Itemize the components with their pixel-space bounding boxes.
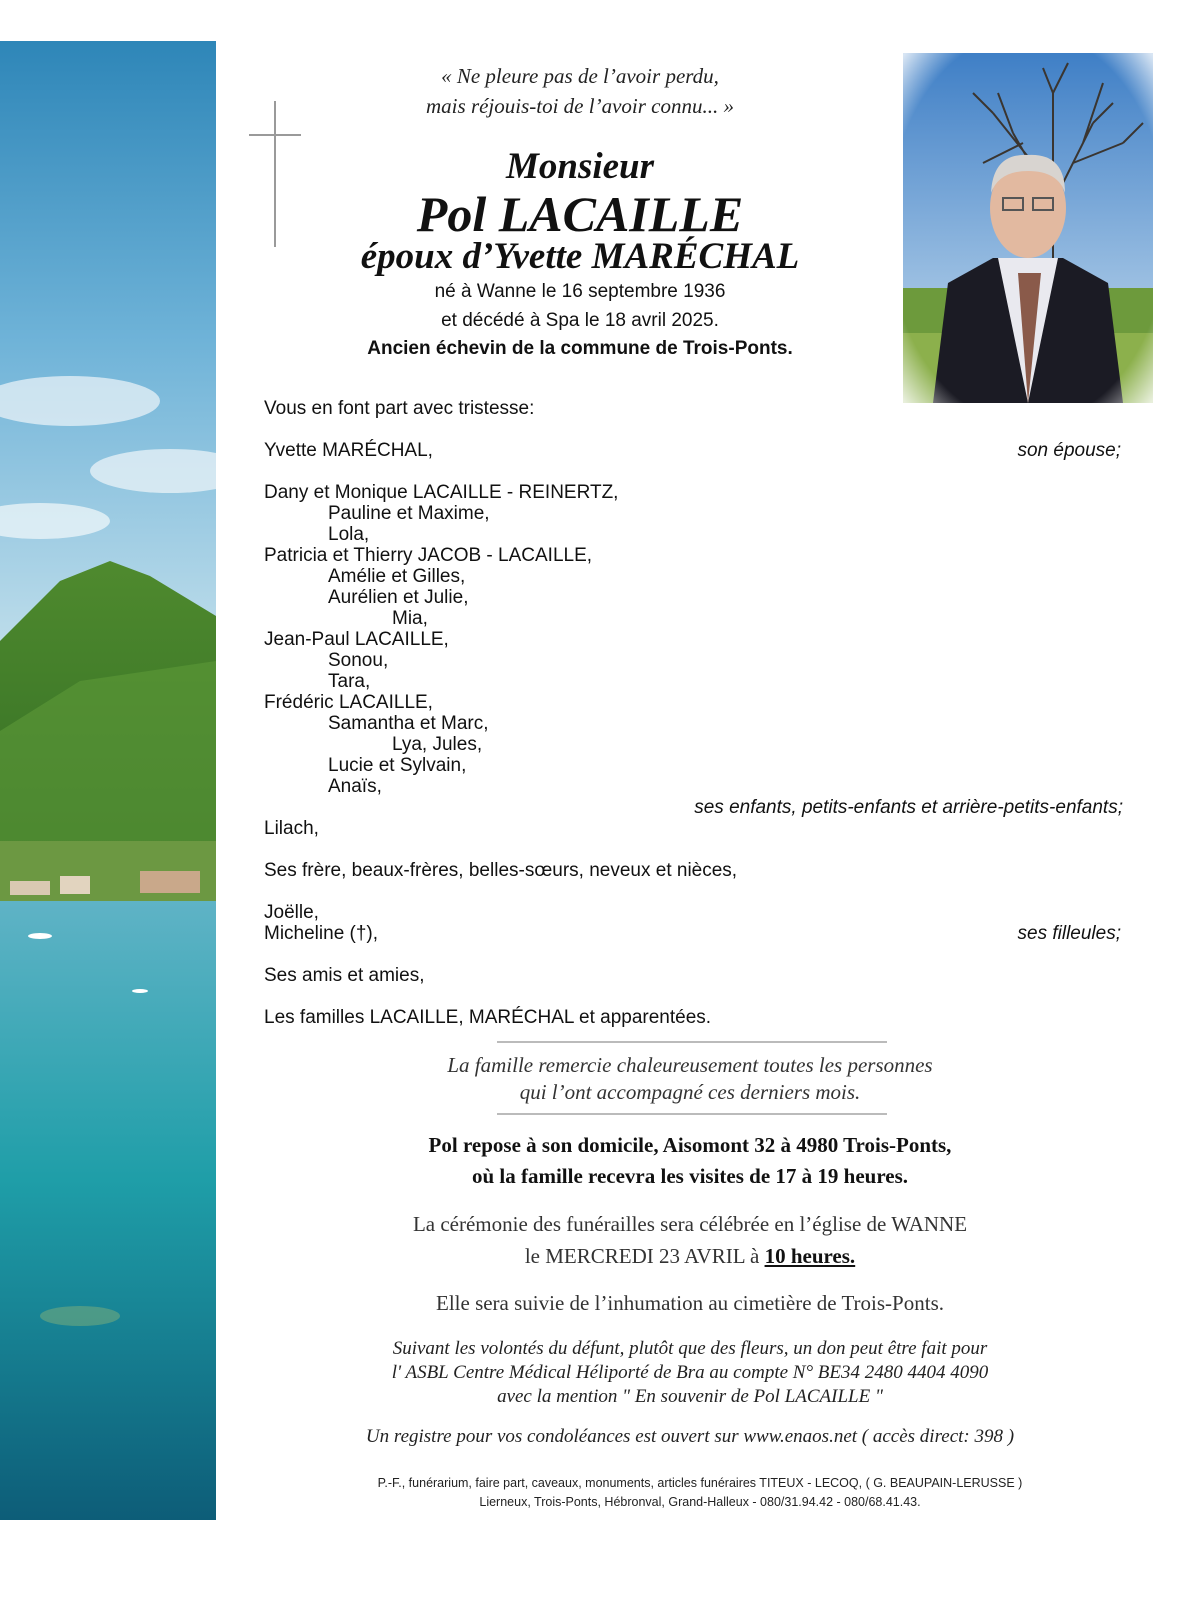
family-member: Samantha et Marc, xyxy=(328,713,489,734)
family-member: Dany et Monique LACAILLE - REINERTZ, xyxy=(264,482,619,503)
family-member: Anaïs, xyxy=(328,776,382,797)
spouse-name: Yvette MARÉCHAL, xyxy=(264,440,433,461)
registry-line: Un registre pour vos condoléances est ouvert sur www.enaos.net ( accès direct: 398 ) xyxy=(365,1426,1015,1447)
family-member: Aurélien et Julie, xyxy=(328,587,469,608)
epigraph-line-2: mais réjouis-toi de l’avoir connu... » xyxy=(426,94,734,118)
cross-icon xyxy=(249,101,301,247)
family-member: Tara, xyxy=(328,671,371,692)
family-member: Lya, Jules, xyxy=(392,734,483,755)
godchild-2: Micheline (†), xyxy=(264,923,379,944)
birth-line: né à Wanne le 16 septembre 1936 xyxy=(434,281,726,302)
honorific: Monsieur xyxy=(505,146,655,187)
godchildren-role: ses filleules; xyxy=(1017,923,1121,944)
family-member: Patricia et Thierry JACOB - LACAILLE, xyxy=(264,545,593,566)
ceremony-line-3: Elle sera suivie de l’inhumation au cimetière de Trois-Ponts. xyxy=(436,1291,944,1315)
family-member: Amélie et Gilles, xyxy=(328,566,466,587)
family-member: Pauline et Maxime, xyxy=(328,503,490,524)
landscape-photo xyxy=(0,41,216,1520)
thanks-line-1: La famille remercie chaleureusement toutes les personnes xyxy=(447,1053,933,1077)
family-member: Sonou, xyxy=(328,650,389,671)
epigraph-line-1: « Ne pleure pas de l’avoir perdu, xyxy=(441,64,719,88)
children-role: ses enfants, petits-enfants et arrière-petits-enfants; xyxy=(694,797,1123,818)
friends-line: Ses amis et amies, xyxy=(264,965,425,986)
families-line: Les familles LACAILLE, MARÉCHAL et apparentées. xyxy=(264,1007,712,1028)
visit-line-2: où la famille recevra les visites de 17 à 19 heures. xyxy=(471,1164,909,1188)
wishes-line-1: Suivant les volontés du défunt, plutôt que des fleurs, un don peut être fait pour xyxy=(392,1338,988,1359)
footer-line-1: P.-F., funérarium, faire part, caveaux, monuments, articles funéraires TITEUX - LECOQ, ( G. BEAUPAIN-LERUSSE ) xyxy=(377,1476,1023,1490)
ceremony-line-1: La cérémonie des funérailles sera célébrée en l’église de WANNE xyxy=(412,1212,968,1236)
family-member: Jean-Paul LACAILLE, xyxy=(264,629,449,650)
separator-top xyxy=(497,1041,887,1043)
spouse-line: époux d’Yvette MARÉCHAL xyxy=(360,236,800,277)
footer-line-2: Lierneux, Trois-Ponts, Hébronval, Grand-Halleux - 080/31.94.42 - 080/68.41.43. xyxy=(479,1495,921,1509)
family-member: Lucie et Sylvain, xyxy=(328,755,467,776)
ceremony-line-2 xyxy=(320,1240,1060,1272)
godchild-1: Joëlle, xyxy=(264,902,319,923)
siblings-line: Ses frère, beaux-frères, belles-sœurs, neveux et nièces, xyxy=(264,860,738,881)
separator-bottom xyxy=(497,1113,887,1115)
wishes-line-3: avec la mention " En souvenir de Pol LACAILLE " xyxy=(497,1386,883,1407)
lilach-line: Lilach, xyxy=(264,818,319,839)
deceased-name: Pol LACAILLE xyxy=(416,186,744,242)
ceremony-date: le MERCREDI 23 AVRIL à xyxy=(524,1244,765,1268)
family-member: Mia, xyxy=(392,608,428,629)
thanks-line-2: qui l’ont accompagné ces derniers mois. xyxy=(519,1080,861,1104)
family-member: Frédéric LACAILLE, xyxy=(264,692,433,713)
death-line: et décédé à Spa le 18 avril 2025. xyxy=(441,310,719,331)
intro-line: Vous en font part avec tristesse: xyxy=(264,398,535,419)
visit-line-1: Pol repose à son domicile, Aisomont 32 à 4980 Trois-Ponts, xyxy=(428,1133,952,1157)
ceremony-time: 10 heures. xyxy=(764,1244,856,1268)
spouse-role: son épouse; xyxy=(1017,440,1121,461)
family-member: Lola, xyxy=(328,524,370,545)
title-line: Ancien échevin de la commune de Trois-Ponts. xyxy=(367,338,793,359)
portrait-photo xyxy=(903,53,1153,403)
wishes-line-2: l' ASBL Centre Médical Héliporté de Bra au compte N° BE34 2480 4404 4090 xyxy=(391,1362,989,1383)
